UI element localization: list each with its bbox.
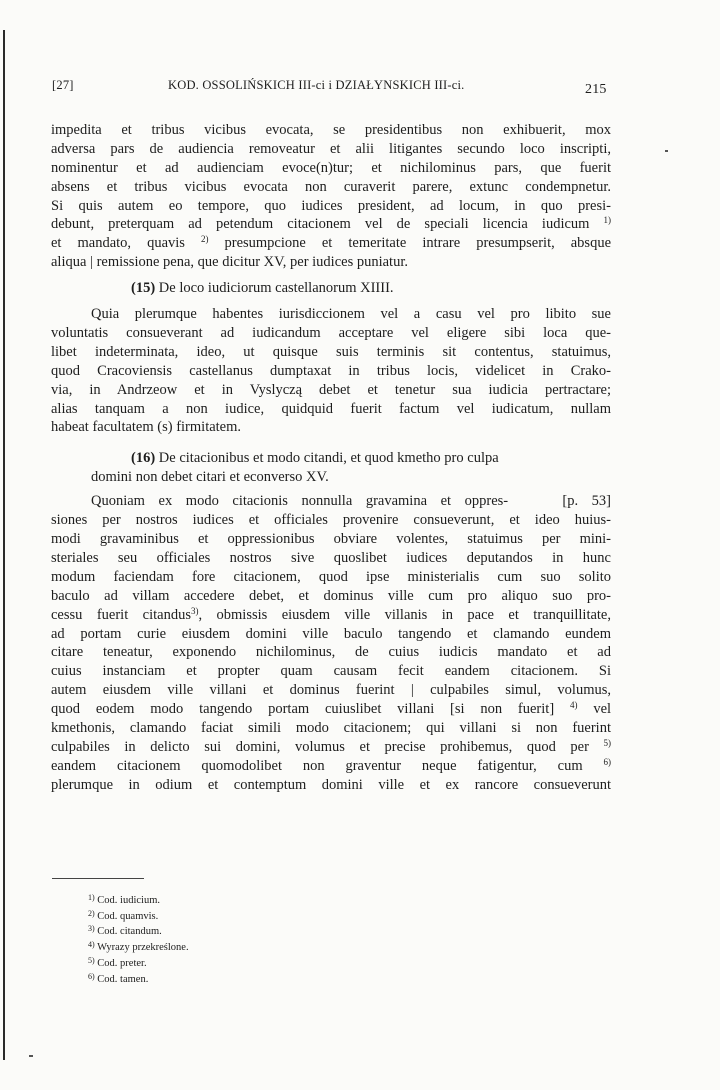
footnotes: [88, 893, 189, 987]
footnote-text: Cod. preter.: [97, 957, 147, 969]
text-line: nominentur et ad audienciam evoce(n)tur; et nichilominus pars, que fuerit: [51, 159, 611, 176]
footnote: [88, 893, 189, 909]
section-heading-15: [51, 279, 611, 298]
footnote-ref: 4): [569, 700, 578, 711]
running-header: [52, 76, 612, 100]
footnote-ref: 3): [190, 605, 199, 616]
text-line: baculo ad villam accedere debet, et dominus ville cum pro aliquo suo pro-: [51, 587, 611, 604]
text-segment: cessu fuerit citandus: [51, 606, 191, 623]
main-text: [51, 121, 611, 795]
scan-speck: [665, 150, 668, 152]
text-segment: debunt, preterquam ad petendum citacionem vel de speciali licencia iudicum: [51, 216, 590, 233]
text-line: siones per nostros iudices et officiales provenire consueverunt, et ideo huius-: [51, 512, 611, 529]
footnote-text: Wyrazy przekreślone.: [97, 942, 189, 954]
page-number-left: [27]: [52, 78, 74, 92]
text-line: autem eiusdem ville villani et dominus fuerint | culpabiles simul, volumus,: [51, 682, 611, 699]
footnote-mark: 4): [88, 940, 95, 950]
footnote-mark: 2): [88, 908, 95, 918]
text-segment: vel: [593, 701, 611, 718]
text-segment: presumpcione et temeritate intrare presumpserit, absque: [224, 235, 611, 252]
page-marker: [p. 53]: [562, 493, 611, 510]
text-line: voluntatis consueverant ad iudicandum acceptare vel eligere sibi loca que-: [51, 325, 611, 342]
text-segment: eandem citacionem quomodolibet non graventur neque fatigentur, cum: [51, 757, 583, 774]
section-heading-16: [51, 449, 611, 468]
text-line: modum faciendam fore citacionem, quod ipse ministerialis cum suo solito: [51, 568, 611, 585]
footnote-ref: 5): [603, 737, 611, 748]
footnote: [88, 956, 189, 972]
text-line: impedita et tribus vicibus evocata, se presidentibus non exhibuerit, mox: [51, 122, 611, 138]
footnote-ref: 2): [200, 234, 209, 245]
footnote: [88, 924, 189, 940]
footnote-mark: 3): [88, 924, 95, 934]
text-line: [51, 492, 611, 511]
section-number: (16): [131, 450, 156, 467]
section-title: De citacionibus et modo citandi, et quod kmetho pro culpa: [158, 450, 499, 467]
text-segment: quod eodem modo tangendo portam cuiuslibet villani [si non fuerit]: [51, 701, 555, 718]
scan-speck: [29, 1055, 33, 1057]
footnote-mark: 6): [88, 971, 95, 981]
footnote-mark: 1): [88, 893, 95, 902]
footnote: [88, 909, 189, 925]
text-line: quod Cracoviensis castellanus dumptaxat in tribus locis, videlicet in Crako-: [51, 362, 611, 379]
footnote-ref: 6): [603, 756, 611, 767]
footnote-text: Cod. tamen.: [97, 973, 149, 985]
text-line: adversa pars de audiencia removeatur et alii litigantes secundo loco inscripti,: [51, 140, 611, 157]
footnote-ref: 1): [603, 215, 611, 226]
text-line: [51, 738, 611, 757]
section-title: De loco iudiciorum castellanorum XIIII.: [158, 280, 394, 297]
footnote-divider: [52, 878, 144, 879]
section-heading-16-cont: domini non debet citari et econverso XV.: [91, 469, 329, 486]
section-number: (15): [131, 280, 156, 297]
text-line: aliqua | remissione pena, que dicitur XV, per iudices puniatur.: [51, 254, 408, 271]
footnote: [88, 940, 189, 956]
footnote-text: Cod. citandum.: [97, 926, 162, 938]
text-line: plerumque in odium et contemptum domini ville et ex rancore consueverunt: [51, 776, 611, 793]
footnote-text: Cod. iudicium.: [97, 895, 161, 906]
text-segment: obmissis eiusdem ville villanis in pace et tranquillitate,: [216, 606, 611, 623]
text-segment: et mandato, quavis: [51, 235, 185, 252]
text-line: modi gravaminibus et oppressionibus obviare volentes, statuimus per mini-: [51, 531, 611, 548]
text-line: [51, 700, 611, 719]
footnote-text: Cod. quamvis.: [97, 910, 159, 922]
text-segment: Quoniam ex modo citacionis nonnulla gravamina et oppres-: [91, 493, 509, 510]
text-line: [51, 215, 611, 234]
running-title: KOD. OSSOLIŃSKICH III-ci i DZIAŁYNSKICH III-ci.: [168, 78, 465, 92]
text-segment: culpabiles in delicto sui domini, volumus et precise prohibemus, quod per: [51, 738, 589, 755]
footnote: [88, 972, 189, 988]
text-line: alias tanquam a non iudice, quidquid fuerit factum vel iudicatum, nullam: [51, 400, 611, 417]
text-line: ad portam curie eiusdem domini ville baculo tangendo et clamando eundem: [51, 625, 611, 642]
text-line: kmethonis, clamando faciat simili modo citacionem; qui villani si non fuerint: [51, 720, 611, 737]
text-line: Quia plerumque habentes iurisdiccionem vel a casu vel pro libito sue: [91, 306, 611, 323]
text-line: Si quis autem eo tempore, quo iudices president, ad locum, in quo presi-: [51, 197, 611, 214]
text-line: steriales seu officiales nostros sive quoslibet iudices deputandos in hunc: [51, 550, 611, 567]
text-line: [51, 757, 611, 776]
text-line: citare teneatur, exponendo nichilominus, de cuius iudicis mandato et ad: [51, 644, 611, 661]
text-line: libet indeterminata, ideo, ut quisque suis terminis sit contentus, statuimus,: [51, 343, 611, 360]
text-line: cessu fuerit citandus$^{3)}$, obmissis eiusdem ville villanis in pace et tranquillitate,: [51, 605, 611, 623]
page-number-right: 215: [585, 82, 607, 97]
text-line: [51, 234, 611, 253]
scan-edge-line: [3, 30, 5, 1060]
text-line: absens et tribus vicibus evocata non curaverit parere, extunc condempnetur.: [51, 178, 611, 195]
footnote-mark: 5): [88, 955, 95, 965]
text-line: via, in Andrzeow et in Vyslyczą debet et tenetur sua iudicia pertractare;: [51, 381, 611, 398]
text-line: habeat facultatem (s) firmitatem.: [51, 419, 242, 436]
text-line: cuius instanciam et propter quam causam fecit eandem citacionem. Si: [51, 663, 611, 680]
